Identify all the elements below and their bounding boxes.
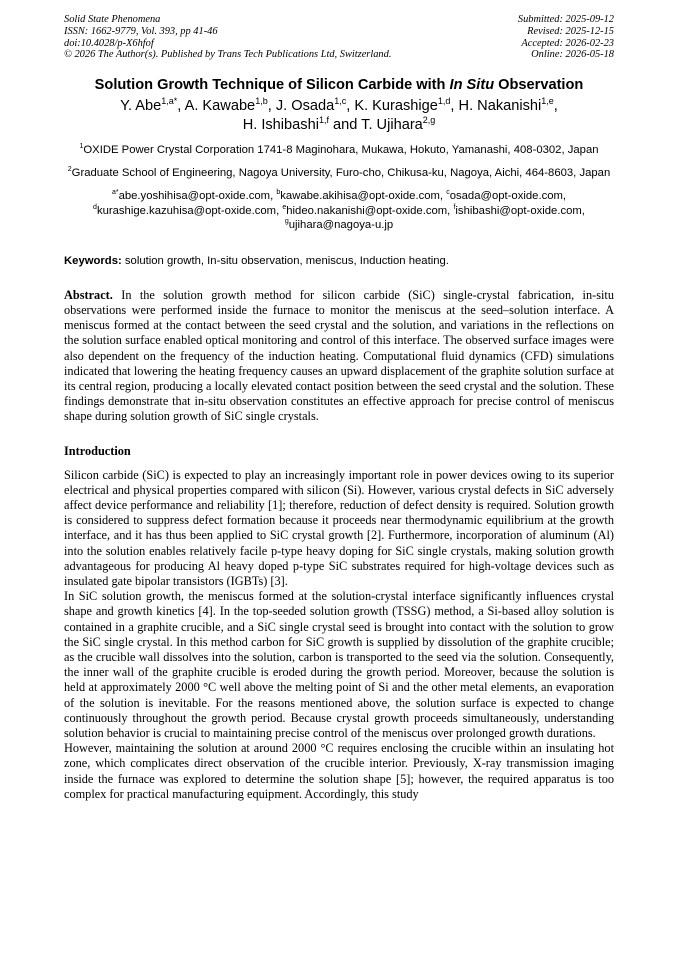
- submitted-date: Submitted: 2025-09-12: [517, 14, 614, 25]
- keywords-label: Keywords:: [64, 254, 122, 267]
- keywords-text: solution growth, In-situ observation, meniscus, Induction heating.: [121, 254, 449, 267]
- journal-info: [64, 14, 391, 61]
- intro-paragraph-1: Silicon carbide (SiC) is expected to play an increasingly important role in power devices owing to its superior electrical and physical properties compared with silicon (Si). However, various crystal defects in SiC adversely affect device performance and reliability [1]; therefore, reduction of defect density is required. Solution growth is considered to suppress defect formation because it proceeds near thermodynamic equilibrium at the growth interface, and it has thus been applied to SiC crystal growth [2]. Furthermore, incorporation of aluminum (Al) into the solution enables relatively facile p-type heavy doping for SiC single crystals, making solution growth advantageous for producing Al heavy doped p-type SiC substrates required for high-voltage devices such as insulated gate bipolar transistors (IGBTs) [3].: [64, 467, 614, 588]
- keywords: [64, 254, 614, 269]
- journal-name: Solid State Phenomena: [64, 14, 161, 25]
- affiliation-2: $^2$Graduate School of Engineering, Nagoya University, Furo-cho, Chikusa-ku, Nagoya, Aichi, 464-8603, Japan: [67, 166, 611, 180]
- accepted-date: Accepted: 2026-02-23: [521, 37, 614, 49]
- section-heading-introduction: Introduction: [64, 443, 131, 458]
- journal-doi[interactable]: doi:10.4028/p-X6hfof: [64, 37, 154, 49]
- online-date: Online: 2026-05-18: [531, 49, 614, 61]
- author: K. Kurashige$^{1,d}$,: [354, 96, 459, 115]
- author: J. Osada$^{1,c}$,: [275, 96, 355, 115]
- abstract: [64, 288, 614, 425]
- abstract-text: In the solution growth method for silicon carbide (SiC) single-crystal fabrication, in-situ observations were performed inside the furnace to monitor the meniscus at the seed–solution interface. A meniscus formed at the contact between the seed crystal and the solution, and variations in the reflections on the solution surface enabled optical monitoring and control of this interface. The observed surface images were also dependent on the frequency of the induction heating. Computational fluid dynamics (CFD) simulations indicated that lowering the heating frequency causes an upward displacement of the graphite solution surface at its central region, producing a locally elevated contact position between the seed crystal and the solution. These findings demonstrate that in-situ observation constitutes an effective approach for precise control of meniscus shape during solution growth of SiC single crystals.: [64, 287, 614, 424]
- email-link[interactable]: $^d$kurashige.kazuhisa@opt-oxide.com,: [93, 203, 283, 217]
- author: T. Ujihara$^{2,g}$: [361, 115, 436, 134]
- paper-title: [64, 76, 614, 94]
- email-link[interactable]: $^e$hideo.nakanishi@opt-oxide.com,: [282, 203, 454, 217]
- email-link[interactable]: $^c$osada@opt-oxide.com,: [446, 189, 567, 203]
- author: H. Ishibashi$^{1,f}$ and: [242, 115, 362, 134]
- email-link[interactable]: $^f$ishibashi@opt-oxide.com,: [453, 203, 585, 217]
- email-link[interactable]: $^b$kawabe.akihisa@opt-oxide.com,: [276, 189, 447, 203]
- title-end: Observation: [494, 77, 584, 94]
- author: Y. Abe$^{1,a*}$,: [120, 96, 185, 115]
- author-emails: [64, 189, 614, 233]
- abstract-label: Abstract.: [64, 287, 113, 302]
- copyright-notice: © 2026 The Author(s). Published by Trans Tech Publications Ltd, Switzerland.: [64, 49, 392, 61]
- title-main: Solution Growth Technique of Silicon Carbide with: [94, 77, 450, 94]
- email-link[interactable]: $^{a*}$abe.yoshihisa@opt-oxide.com,: [111, 189, 277, 203]
- email-link[interactable]: $^g$ujihara@nagoya-u.jp: [284, 218, 394, 232]
- title-italic: In Situ: [449, 77, 495, 94]
- intro-paragraph-3: However, maintaining the solution at around 2000 °C requires enclosing the crucible within an insulating hot zone, which complicates direct observation of the crucible interior. Previously, X-ray transmission imaging inside the furnace was explored to determine the solution shape [5]; however, the required apparatus is too complex for practical manufacturing equipment. Accordingly, this study: [64, 741, 614, 801]
- author: H. Nakanishi$^{1,e}$,: [458, 96, 558, 115]
- revised-date: Revised: 2025-12-15: [527, 25, 614, 37]
- journal-issn: ISSN: 1662-9779, Vol. 393, pp 41-46: [64, 25, 218, 37]
- author: A. Kawabe$^{1,b}$,: [184, 96, 276, 115]
- publication-dates: [518, 14, 614, 61]
- affiliation-1: $^1$OXIDE Power Crystal Corporation 1741-8 Maginohara, Mukawa, Hokuto, Yamanashi, 408-0302, Japan: [79, 143, 599, 157]
- author-list: [64, 97, 614, 135]
- journal-header: [64, 14, 614, 61]
- intro-paragraph-2: In SiC solution growth, the meniscus formed at the solution-crystal interface significantly influences crystal shape and growth kinetics [4]. In the top-seeded solution growth (TSSG) method, a Si-based alloy solution is contained in a graphite crucible, and a SiC single crystal seed is brought into contact with the solution to grow the SiC single crystal. In this method carbon for SiC growth is supplied by dissolution of the graphite crucible; as the crucible wall dissolves into the solution, carbon is transported to the seed via the solution. Consequently, the inner wall of the graphite crucible is eroded during the growth period. Moreover, because the solution is held at approximately 2000 °C well above the melting point of Si and the other metal elements, an evaporation of the solution is inevitable. For the reasons mentioned above, the solution surface is expected to change continuously throughout the growth period. Because crystal growth proceeds simultaneously, understanding solution behavior is crucial to maintaining precise control of the meniscus over prolonged growth durations.: [64, 589, 614, 740]
